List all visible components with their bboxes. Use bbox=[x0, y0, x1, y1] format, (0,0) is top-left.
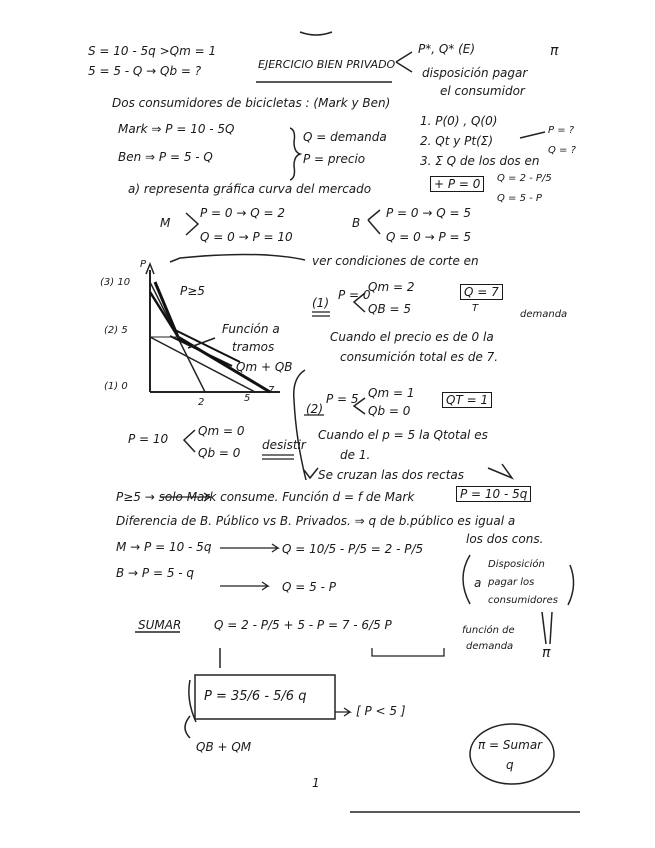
part-a-box: + P = 0 bbox=[430, 176, 484, 192]
side-note-2: Q = ? bbox=[548, 145, 576, 156]
qb-plus-qm: QB + QM bbox=[196, 740, 252, 754]
desistir: desistir bbox=[262, 438, 306, 452]
cond2-text-2: de 1. bbox=[340, 448, 371, 462]
b-q0: Q = 0 → P = 5 bbox=[386, 230, 472, 244]
m-p0: P = 0 → Q = 2 bbox=[200, 206, 286, 220]
sum-equation: Q = 2 - P/5 + 5 - P = 7 - 6/5 P bbox=[214, 618, 392, 632]
b-label: B bbox=[352, 216, 361, 230]
graph-func-2: tramos bbox=[232, 340, 275, 354]
m-q0: Q = 0 → P = 10 bbox=[200, 230, 293, 244]
cond1-num: (1) bbox=[312, 296, 329, 310]
diff-line-1: Diferencia de B. Público vs B. Privados. ⇒ q de b.público es igual a bbox=[116, 514, 516, 528]
cond1-qm: Qm = 2 bbox=[368, 280, 415, 294]
cond2-box: QT = 1 bbox=[442, 392, 492, 408]
p10-label: P = 10 bbox=[128, 432, 169, 446]
b-q-eq-solved: Q = 5 - P bbox=[282, 580, 336, 594]
legend-q: Q = demanda bbox=[303, 130, 387, 144]
graph-tick-10: (3) 10 bbox=[100, 277, 131, 288]
graph-p-ge-5: P≥5 bbox=[180, 284, 205, 298]
top-equation-2: 5 = 5 - Q → Qb = ? bbox=[88, 64, 202, 78]
cond2-p: P = 5 bbox=[326, 392, 359, 406]
top-equation-1: S = 10 - 5q >Qm = 1 bbox=[88, 44, 217, 58]
pi-circle-1: π = Sumar bbox=[478, 738, 543, 752]
side-note-1: P = ? bbox=[548, 125, 575, 136]
cond1-box: Q = 7 bbox=[460, 284, 503, 300]
graph-func-3: Qm + QB bbox=[236, 360, 293, 374]
graph-tick-x2: 2 bbox=[198, 397, 205, 408]
graph-func-1: Función a bbox=[222, 322, 280, 336]
cond2-qm: Qm = 1 bbox=[368, 386, 415, 400]
mark-equation: Mark ⇒ P = 10 - 5Q bbox=[118, 122, 235, 136]
page-title: EJERCICIO BIEN PRIVADO bbox=[258, 58, 396, 71]
cond2-qb: Qb = 0 bbox=[368, 404, 411, 418]
right-a: a bbox=[474, 576, 482, 590]
right-note-2: pagar los bbox=[488, 577, 535, 588]
task-2: 2. Qt y Pt(Σ) bbox=[420, 134, 494, 148]
task-3: 3. Σ Q de los dos en bbox=[420, 154, 540, 168]
price-less-5: [ P < 5 ] bbox=[356, 704, 406, 718]
cond1-text-1: Cuando el precio es de 0 la bbox=[330, 330, 494, 344]
right-note-1: Disposición bbox=[488, 559, 545, 570]
cond1-p: P = 0 bbox=[338, 288, 371, 302]
cond1-qb: QB = 5 bbox=[368, 302, 411, 316]
title-note-2: disposición pagar bbox=[422, 66, 528, 80]
page-number: 1 bbox=[312, 776, 320, 790]
ver-note: ver condiciones de corte en bbox=[312, 254, 479, 268]
corner-pi: π bbox=[550, 43, 559, 59]
cond2-text-3: Se cruzan las dos rectas bbox=[318, 468, 465, 482]
p5-line: P≥5 → solo Mark consume. Función d = f de Mark bbox=[116, 490, 415, 504]
cond1-box-sub: T bbox=[472, 303, 479, 314]
func-demand-2: demanda bbox=[466, 641, 514, 652]
pi-circle-2: q bbox=[506, 758, 514, 772]
cond2-text-1: Cuando el p = 5 la Qtotal es bbox=[318, 428, 488, 442]
p10-qm: Qm = 0 bbox=[198, 424, 245, 438]
pi-mark: π bbox=[542, 645, 551, 661]
sumar-label: SUMAR bbox=[138, 618, 182, 632]
title-note-1: P*, Q* (E) bbox=[418, 42, 476, 56]
m-q-eq-solved: Q = 10/5 - P/5 = 2 - P/5 bbox=[282, 542, 424, 556]
graph-tick-x7: 7 bbox=[268, 385, 275, 396]
m-label: M bbox=[160, 216, 171, 230]
part-a-q-eq-1: Q = 2 - P/5 bbox=[497, 173, 552, 184]
p10-qb: Qb = 0 bbox=[198, 446, 241, 460]
boxed-price-eq: P = 35/6 - 5/6 q bbox=[204, 689, 307, 704]
diff-line-2: los dos cons. bbox=[466, 532, 544, 546]
graph-tick-5: (2) 5 bbox=[104, 325, 128, 336]
intro-line: Dos consumidores de bicicletas : (Mark y Ben) bbox=[112, 96, 391, 110]
part-a-q-eq-2: Q = 5 - P bbox=[497, 193, 542, 204]
p5-box: P = 10 - 5q bbox=[456, 486, 531, 502]
ben-equation: Ben ⇒ P = 5 - Q bbox=[118, 150, 213, 164]
cond1-note: demanda bbox=[520, 309, 568, 320]
b-q-eq: B → P = 5 - q bbox=[116, 566, 195, 580]
task-1: 1. P(0) , Q(0) bbox=[420, 114, 498, 128]
graph-tick-x5: 5 bbox=[244, 393, 251, 404]
graph-axis-p: P bbox=[140, 259, 147, 270]
title-note-3: el consumidor bbox=[440, 84, 525, 98]
part-a-text: a) representa gráfica curva del mercado bbox=[128, 182, 372, 196]
right-note-3: consumidores bbox=[488, 595, 558, 606]
graph-tick-0: (1) 0 bbox=[104, 381, 128, 392]
m-q-eq: M → P = 10 - 5q bbox=[116, 540, 212, 554]
func-demand-1: función de bbox=[462, 625, 515, 636]
cond2-num: (2) bbox=[306, 402, 323, 416]
legend-p: P = precio bbox=[303, 152, 366, 166]
cond1-text-2: consumición total es de 7. bbox=[340, 350, 499, 364]
b-p0: P = 0 → Q = 5 bbox=[386, 206, 472, 220]
